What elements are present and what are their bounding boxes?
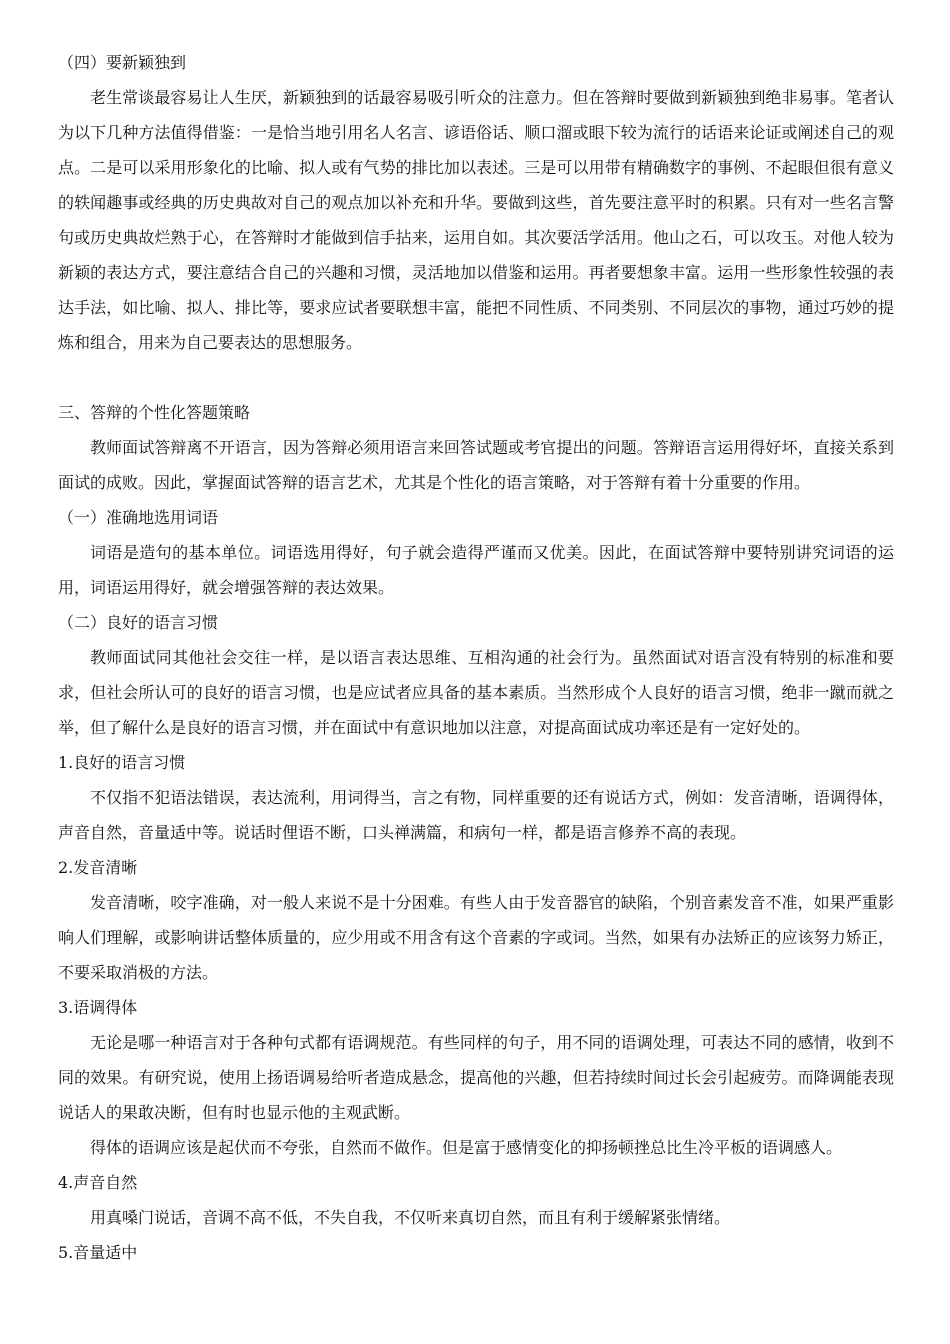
subheading-natural-voice: 4.声音自然 [58, 1173, 138, 1192]
subheading-moderate-volume: 5.音量适中 [58, 1243, 138, 1262]
paragraph-intonation-appropriate: 得体的语调应该是起伏而不夸张，自然而不做作。但是富于感情变化的抑扬顿挫总比生冷平板的语调感人。 [90, 1138, 843, 1157]
heading-section-three: 三、答辩的个性化答题策略 [58, 403, 251, 422]
subheading-good-habits: 1.良好的语言习惯 [58, 753, 186, 772]
heading-language-habits: （二）良好的语言习惯 [58, 613, 219, 632]
subheading-clear-pronunciation: 2.发音清晰 [58, 858, 138, 877]
paragraph-language-habits: 教师面试同其他社会交往一样，是以语言表达思维、互相沟通的社会行为。虽然面试对语言没有特别的标准和要求，但社会所认可的良好的语言习惯，也是应试者应具备的基本素质。当然形成个人良好的语言习惯，绝非一蹴而就之举，但了解什么是良好的语言习惯，并在面试中有意识地加以注意，对提高面试成功率还是有一定好处的。 [58, 648, 894, 737]
paragraph-strategy-intro: 教师面试答辩离不开语言，因为答辩必须用语言来回答试题或考官提出的问题。答辩语言运用得好坏，直接关系到面试的成败。因此，掌握面试答辩的语言艺术，尤其是个性化的语言策略，对于答辩有着十分重要的作用。 [58, 438, 894, 492]
heading-choose-words: （一）准确地选用词语 [58, 508, 219, 527]
paragraph-choose-words: 词语是造句的基本单位。词语选用得好，句子就会造得严谨而又优美。因此，在面试答辩中要特别讲究词语的运用，词语运用得好，就会增强答辩的表达效果。 [58, 543, 894, 597]
paragraph-novel-methods: 老生常谈最容易让人生厌，新颖独到的话最容易吸引听众的注意力。但在答辩时要做到新颖独到绝非易事。笔者认为以下几种方法值得借鉴：一是恰当地引用名人名言、谚语俗话、顺口溜或眼下较为流行的话语来论证或阐述自己的观点。二是可以采用形象化的比喻、拟人或有气势的排比加以表述。三是可以用带有精确数字的事例、不起眼但很有意义的轶闻趣事或经典的历史典故对自己的观点加以补充和升华。要做到这些，首先要注意平时的积累。只有对一些名言警句或历史典故烂熟于心，在答辩时才能做到信手拈来，运用自如。其次要活学活用。他山之石，可以攻玉。对他人较为新颖的表达方式，要注意结合自己的兴趣和习惯，灵活地加以借鉴和运用。再者要想象丰富。运用一些形象性较强的表达手法，如比喻、拟人、排比等，要求应试者要联想丰富，能把不同性质、不同类别、不同层次的事物，通过巧妙的提炼和组合，用来为自己要表达的思想服务。 [58, 88, 894, 352]
paragraph-intonation: 无论是哪一种语言对于各种句式都有语调规范。有些同样的句子，用不同的语调处理，可表达不同的感情，收到不同的效果。有研究说，使用上扬语调易给听者造成悬念，提高他的兴趣，但若持续时间过长会引起疲劳。而降调能表现说话人的果敢决断，但有时也显示他的主观武断。 [58, 1033, 894, 1122]
heading-novel-unique: （四）要新颖独到 [58, 53, 187, 72]
paragraph-good-habits: 不仅指不犯语法错误，表达流利，用词得当，言之有物，同样重要的还有说话方式，例如：发音清晰，语调得体，声音自然，音量适中等。说话时俚语不断，口头禅满篇，和病句一样，都是语言修养不高的表现。 [58, 788, 894, 842]
paragraph-clear-pronunciation: 发音清晰，咬字准确，对一般人来说不是十分困难。有些人由于发音器官的缺陷，个别音素发音不准，如果严重影响人们理解，或影响讲话整体质量的，应少用或不用含有这个音素的字或词。当然，如果有办法矫正的应该努力矫正，不要采取消极的方法。 [58, 893, 894, 982]
paragraph-natural-voice: 用真嗓门说话，音调不高不低，不失自我，不仅听来真切自然，而且有利于缓解紧张情绪。 [90, 1208, 731, 1227]
subheading-intonation: 3.语调得体 [58, 998, 138, 1017]
